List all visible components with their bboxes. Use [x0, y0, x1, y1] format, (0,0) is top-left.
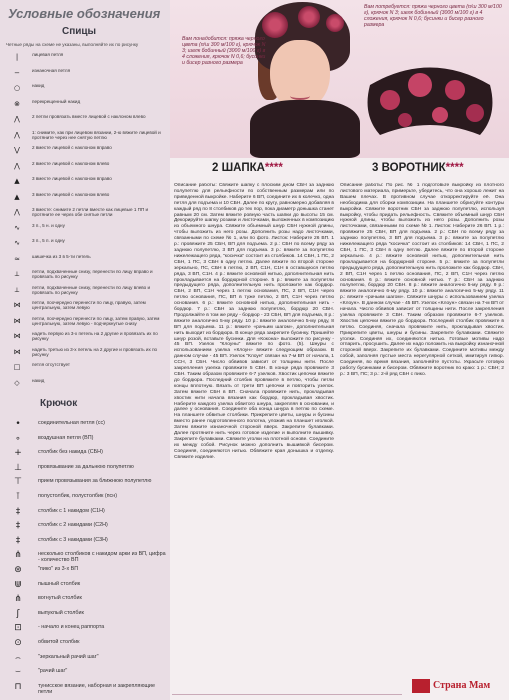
knit-symbol-icon: ◇	[14, 378, 20, 387]
crochet-symbol-label: пышный столбик	[38, 580, 81, 587]
knit-symbol-icon: ⋀	[14, 115, 20, 123]
knit-symbol-row	[4, 114, 168, 124]
knit-symbol-row	[4, 362, 168, 372]
knit-symbol-icon: ⋀	[14, 208, 20, 216]
knit-symbol-label: 2 вместе лицевой с наклоном влево	[32, 160, 110, 166]
crochet-symbol-label: выпуклый столбик	[38, 609, 84, 616]
watermark: Страна Мам	[433, 680, 491, 691]
crochet-symbol-label: тунисское вязание, наборная и закрепляющие петли	[38, 682, 155, 695]
knit-symbol-label: петли, подхваченные снизу, перенести по лицу вправо и провязать по рисунку	[32, 269, 153, 279]
knit-symbol-label: надеть первую из 3-х петель на 2 другие и провязать их по рисунку	[32, 331, 158, 341]
crochet-symbol-icon: +	[14, 448, 22, 459]
knit-symbol-icon: ⟂	[14, 285, 20, 294]
knit-symbol-icon: ○	[13, 84, 21, 92]
knit-symbol-label: накид	[32, 83, 45, 88]
hat-rose-icon	[262, 12, 288, 38]
knit-symbol-icon: ⋈	[13, 347, 21, 356]
crochet-symbol-label: провязывание за дальнюю полупетлю	[38, 463, 134, 470]
crochet-symbol-label: несколько столбиков с накидом арки из ВП, цифра - количество ВП	[38, 551, 166, 564]
crochet-symbol-label: - начало и конец раппорта	[38, 624, 105, 631]
knit-symbol-row	[4, 161, 168, 171]
legend-title: Условные обозначения	[8, 6, 161, 21]
crochet-symbol-icon: ⊤	[14, 477, 22, 488]
crochet-symbol-icon: ⌣	[15, 667, 21, 678]
crochet-symbol-label: "пико" из 3-х ВП	[38, 566, 79, 572]
crochet-symbol-icon: ⊺	[15, 492, 21, 502]
knit-symbol-row	[4, 176, 168, 186]
collar-materials-caption: Вам потребуется: пряжа черного цвета (п/ш 300 м/100 г), крючок N 3; шелк бобинный (3000 м/100 г) в 4 сложения, крючок N 0,6; бусинки и бисер разного размера	[364, 4, 502, 28]
knit-symbol-icon: ⋁	[14, 146, 20, 154]
knit-symbol-icon: ≈	[14, 254, 20, 263]
crochet-symbol-icon: ⋔	[14, 550, 22, 561]
footer-divider	[172, 694, 402, 695]
knit-symbol-label: накид	[32, 377, 45, 383]
knit-symbol-row	[4, 130, 168, 140]
hat-materials-caption: Вам понадобится: пряжа черного цвета (п/ш 300 м/100 г), крючок N 3; шелк бобинный (3000 м/100 г) в 4 сложения, крючок N 0,6; бусинки и бисер разного размера	[182, 36, 266, 66]
knit-symbol-icon: ⊗	[14, 99, 20, 108]
knit-symbol-label: надеть третью из 3-х петель на 2 другие и провязать их по рисунку	[32, 346, 158, 357]
knit-symbol-icon: ▲	[14, 177, 20, 185]
crochet-symbol-label: "зеркальный рачий шаг"	[38, 653, 99, 660]
knit-symbol-label: петля отсутствует	[32, 362, 70, 367]
crochet-symbol-icon: ⊥	[14, 462, 22, 473]
knit-symbol-row	[4, 347, 168, 357]
crochet-symbol-label: обвитой столбик	[38, 639, 80, 645]
crochet-symbol-label: прием провязывания за ближнюю полупетлю	[38, 478, 152, 485]
knit-symbol-label: шишечка из 3 в 5-ти петель	[32, 253, 91, 259]
knit-symbol-icon: ▲	[14, 192, 20, 201]
hat-instructions: Описание работы: Свяжите шапку с плоским дном СБН за заднюю полупетлю для рельефности по собственным размерам или по приведенной выкройке. Наберите 6 ВП, соедините их в колечко, одна петля для подъема и 10 СБН. Далее по кругу, равномерно добавляя в каждый ряд по 8 столбиков до тех пор, пока диаметр донышка станет равным 20 см. Затем вяжите ровную часть шапки до высоты 15 см. Декорируйте шапку розами и листочками, выложенных в композицию из объемного шнура. Свяжите объемный шнур СБН нужной длины, чтобы выложить из него розы. Дополнить розы надо листочками, связанными по схеме № 1, или по фото. Листок: Наберите 26 ВП. 1 р.: провяжите 25 СБН, ВП для подъема. 2 р.: СБН по всему ряду за заднюю полупетлю, 3 ВП для подъема. 3 р.: вяжите за полупетлю нижележащего ряда, "косичка" состоит из столбиков. 14 СБН, 1 ПС, 2 СБН, 1 ПС, 3 СБН в одну петлю. Далее вяжите по второй стороне зеркально, ПС, СБН в петлю, 2 ВП, С1Н, С1Н в оставшуюся петлю ряда, 3 ВП, С1Н. 4 р.: вяжите основной нитью, дополнительная нить прокладывается на бордюрной стороне. 5 р.: вяжите за полупетли предыдущего ряда, дополнительную нить проложите как бордюр. СБН, 2 ВП, С1Н через 1 петлю основания, ПС, 2 ВП, С1Н через петлю основания, ПС, ВП в туже петлю, 2 ВП, С1Н через петлю основания. 6 р.: вяжите основной нитью, дополнительная нить - бордюр. 7 р.: СБН за заднюю полупетлю, бордюр 20 СБН. Продолжайте в том же ряду - бордюр - 23 СБН, ВП для подъема, 8 р.: вяжите аналогично 5-му ряду. 10 р.: вяжите аналогично 5-му ряду, 8 ВП для подъема. 11 р.: вяжите «рачьим шагом», дополнительная нить выходит из бордюра. В конце ряда закрепите бусинку. Пришейте шнур розой, вставьте бусинки. Для «Кокона» выложите по рисунку - 45 ВП. Узелок "Клоуны" вяжите по фото. (5). Шнуры с использованием узелка «Клоун» вяжите следующим образом. В данном случае - 45 ВП. Узелок "Клоун" связан на 7-м ВП от начала, 1 ССН, 3 СБН. Число обвивов зависит от толщины нити. После закрепления узелка провяжите 5 СБН. В конце ряда провяжите 3 СБН. Таким образом провяжите 6-7 узелков. Хвостик цепочки вяжите до бордюра. Последний столбик провяжите в петлю, чтобы петли концы вплотную. Вязать от трети ВП цепочки и повторить узелок. Затем вяжите СБН в ВП. Сначала провяжите нить, прокладывая хвостик нити начала вязания как бордюр, прокладывая хвостик. Наберите каждого узелка обвитого шнура, закрепляя в основании, и далее у основания. Соедините оба конца шнура в петлю по схеме. На планшете обвитые столбики. Прикрепите цветы, шнуры и бусины вместо ранее подготовленного полотна, уложив на планшет иголкой. Затем вяжите изнаночной стороной вверх. Закрепите булавками. Далее протяните нить через готовое изделие и выполните вышивку. Закрепите булавками. Свяжите уголки на плотной основе. Соедините их между собой. Рисунок можно дополнить вышивкой бисером. Соединяя, соединяются нитью. Обвяжите края донышка и отделку. Свяжите изделие.	[174, 183, 334, 460]
knit-symbol-icon: ⋀	[14, 161, 20, 170]
knit-note: Четные ряды на схеме не указаны, выполняйте их по рисунку	[6, 42, 139, 47]
knit-symbol-row	[4, 254, 168, 264]
model-smile	[290, 92, 310, 100]
knit-symbol-label: петли, поочередно перенести по лицу, правую, затем центральную, затем левую	[32, 300, 146, 310]
knit-symbol-label: 3 вместе: снимите 2 петли вместе как лицевые 1 ПП и протяните ее через обе снятые петли	[32, 207, 149, 217]
knit-symbol-icon: ⟂	[14, 270, 20, 278]
crochet-symbol-label: соединительная петля (сс)	[38, 420, 105, 426]
knit-symbol-row	[4, 378, 168, 388]
crochet-symbol-label: воздушная петля (ВП)	[38, 434, 94, 441]
knit-symbol-icon: ⋈	[13, 301, 21, 309]
knit-symbol-row	[4, 68, 168, 78]
crochet-symbol-icon: ⌢	[15, 652, 21, 663]
hat-rose-icon	[298, 6, 320, 28]
crochet-symbol-icon: ⊡	[14, 623, 22, 634]
collar-instructions: Описание работы: По рис. № 1 подготовьте выкройку из плотного листового материала, примерьте, убедитесь, что она хорошо лежит на Вашем плечах. В противном случае откорректируйте её. Она необходима для сборки композиции. На планшете обрисуйте контуры выкройки. Свяжите воротник СБН за заднюю полупетлю, используя выкройку, чтобы придать рельефность. Свяжите объемный шнур СБН нужной длины, чтобы выложить из него розы. Дополнить розы листочками, связанными по схеме № 1. Листок: Наберите 26 ВП. 1 р.: провяжите 25 СБН, ВП для подъема. 2 р.: СБН по всему ряду за заднюю полупетлю, 3 ВП для подъема. 3 р.: вяжите за полупетлю нижележащего ряда "косичка" состоит из столбиков: 14 СБН, 1 ПС, 2 СБН, 1 ПС, 3 СБН в одну петлю. Далее вяжите по второй стороне зеркально. 4 р.: вяжите основной нитью, дополнительная нить прокладывается на бордюрной стороне. 5 р.: вяжите за полупетли предыдущего ряда, дополнительную нить проложите как бордюр. СБН, 2 ВП, С1Н через 1 петлю основания, ПС, 2 ВП, С1Н через петлю основания. 6 р.: вяжите основной нитью. 7 р.: СБН за заднюю полупетлю, бордюр 20 СБН. 8 р.: вяжите аналогично 5-му ряду. 9 р.: вяжите аналогично 6-му ряду. 10 р.: вяжите аналогично 5-му ряду. 11 р.: вяжите «рачьим шагом». Свяжите шнуры с использованием узелка «Клоун». В данном случае - 45 ВП. Узелок «Клоун» связан на 7-м ВП от начала. Число обвивов зависит от толщины нити. После закрепления узелка провяжите 3 СБН. Таким образом провяжите 6-7 узелков. Хвостик цепочки вяжите до бордюра. Последний столбик провяжите в петлю. Соединяя, сначала провяжите нить, прокладывая хвостик. Прикрепите цветы, шнуры и бусины. Закрепите булавками. Свяжите уголки. Соединяя их, соединяются нитью. Готовые мотивы надо отпарить, просушить. Далее их надо положить на выкройку изнаночной стороной вверх. Закрепите их булавками. Соедините мотивы между собой, заполняя пустые места нерегулярной сеткой, имитируя гипюр. Соединяя, во время вязания, заполняйте пустоты. Украсьте готовую работу бусинками и бисером. Обвяжите воротник по краю: 1 р.: СБН; 2 р.: 3 ВП, ПС; 3 р.: 2-й ряд СБН с пико.	[340, 183, 504, 377]
knit-symbol-label: 2 петли провязать вместе лицевой с наклоном влево	[32, 114, 146, 119]
knit-symbol-label: 3 вместе лицевой с наклоном влево	[32, 191, 110, 197]
knit-section-title: Спицы	[62, 26, 97, 37]
knit-symbol-icon: ⋈	[13, 316, 21, 325]
knit-symbol-row	[4, 145, 168, 155]
knit-symbol-icon: |	[15, 53, 19, 61]
knit-symbol-label: 2 вместе лицевой с наклоном вправо	[32, 145, 112, 150]
knit-symbol-label: лицевая петля	[32, 52, 64, 57]
knit-symbol-label: 3 п., 5 п. и одну	[32, 238, 65, 243]
knit-symbol-row	[4, 223, 168, 233]
knit-symbol-icon: ∿	[14, 223, 20, 232]
knit-symbol-label: петли, подхваченные снизу, перенести по лицу влево и провязать по рисунку	[32, 284, 151, 295]
crochet-symbol-icon: ∘	[15, 433, 21, 444]
knit-symbol-row	[4, 316, 168, 326]
crochet-symbol-icon: •	[15, 419, 21, 429]
knit-symbol-icon: ⋀	[14, 130, 20, 139]
knit-symbol-row	[4, 269, 168, 279]
knit-symbol-icon: □	[13, 363, 21, 371]
crochet-symbol-icon: ⊙	[14, 638, 22, 648]
knit-symbol-icon: −	[14, 68, 20, 77]
knit-symbol-icon: ⋈	[13, 332, 21, 340]
crochet-symbol-icon: ⋓	[14, 579, 22, 590]
crochet-symbol-icon: ⊓	[14, 681, 22, 692]
knit-symbol-label: изнаночная петля	[32, 67, 71, 73]
crochet-symbol-label: столбик с 2 накидами (С2Н)	[38, 522, 108, 529]
knit-symbol-label: перекрещенный накид	[32, 98, 81, 104]
crochet-symbol-icon: ‡	[15, 535, 21, 546]
scarf-image	[250, 100, 360, 158]
knit-symbol-label: 3 вместе лицевой с наклоном вправо	[32, 176, 112, 181]
knit-symbol-row	[4, 192, 168, 202]
crochet-symbol-icon: ⊛	[14, 565, 22, 575]
knit-symbol-label: 3 п., 5 н. и одну	[32, 222, 65, 228]
knit-symbol-label: 1: снимите, как при лицевом вязании, 2-ю вяжите лицевой и протяните через нее снятую петлю	[32, 129, 161, 140]
crochet-symbol-label: столбик с 1 накидом (С1Н)	[38, 507, 105, 514]
crochet-symbol-icon: ‡	[15, 506, 21, 517]
knit-symbol-row	[4, 52, 168, 62]
knit-symbol-row	[4, 207, 168, 217]
knit-symbol-row	[4, 285, 168, 295]
crochet-symbol-label: столбик с 3 накидами (С3Н)	[38, 536, 108, 543]
crochet-section-title: Крючок	[40, 398, 78, 409]
watermark-logo-icon	[412, 679, 430, 693]
knit-symbol-row	[4, 300, 168, 310]
knit-symbol-icon: ∿	[14, 239, 20, 247]
knit-symbol-row	[4, 99, 168, 109]
collar-heading: 3 ВОРОТНИК****	[372, 162, 464, 174]
knit-symbol-row	[4, 331, 168, 341]
symbol-legend	[0, 0, 170, 700]
knit-symbol-row	[4, 238, 168, 248]
crochet-symbol-label: вогнутый столбик	[38, 595, 82, 602]
hat-heading: 2 ШАПКА****	[212, 162, 283, 174]
crochet-symbol-icon: ⋔	[14, 594, 22, 605]
crochet-symbol-label: "рачий шаг"	[38, 668, 68, 675]
crochet-symbol-icon: ʃ	[16, 608, 20, 619]
knit-symbol-label: петли, поочередно перенести по лицу, затем правую, затем центральную, затем левую - подчеркнутые снизу	[32, 315, 160, 326]
collar-image	[360, 55, 500, 150]
crochet-symbol-label: полустолбик, полустолбик (псн)	[38, 493, 118, 499]
knit-symbol-row	[4, 83, 168, 93]
hat-rose-icon	[326, 14, 344, 32]
crochet-symbol-icon: ‡	[15, 521, 21, 532]
crochet-symbol-label: столбик без накида (СБН)	[38, 449, 103, 456]
